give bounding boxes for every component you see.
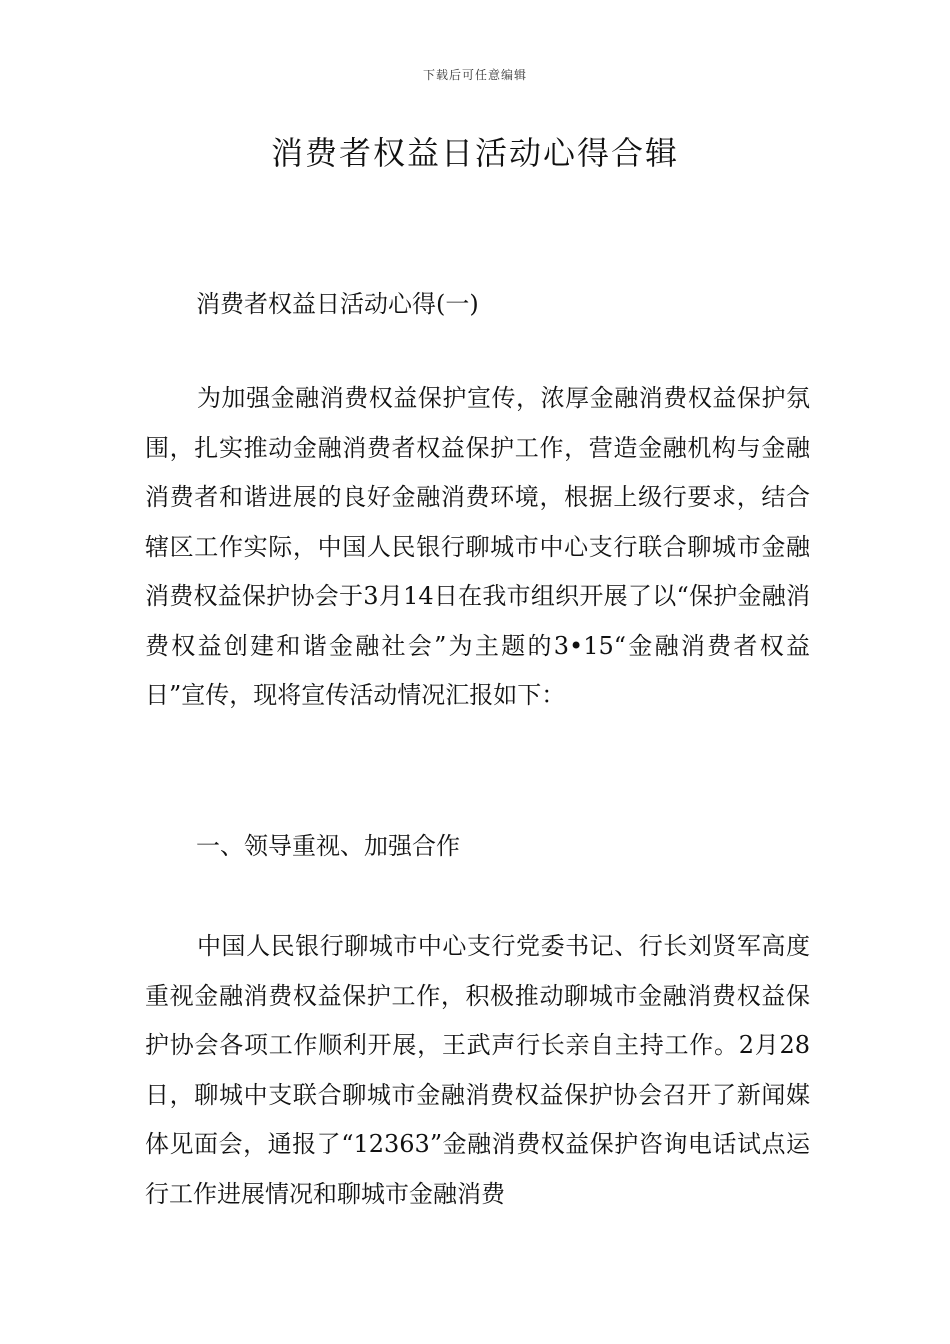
- body-paragraph-2: 中国人民银行聊城市中心支行党委书记、行长刘贤军高度重视金融消费权益保护工作，积极推动聊城市金融消费权益保护协会各项工作顺利开展，王武声行长亲自主持工作。2月28日，聊城中支联合聊城市金融消费权益保护协会召开了新闻媒体见面会，通报了“12363”金融消费权益保护咨询电话试点运行工作进展情况和聊城市金融消费: [145, 932, 810, 1208]
- section-heading-1: 一、领导重视、加强合作: [196, 832, 460, 860]
- header-note: 下载后可任意编辑: [422, 68, 527, 82]
- page-title: 消费者权益日活动心得合辑: [270, 134, 679, 172]
- document-subtitle: 消费者权益日活动心得(一): [196, 290, 479, 318]
- body-paragraph-1: 为加强金融消费权益保护宣传，浓厚金融消费权益保护氛围，扎实推动金融消费者权益保护工作，营造金融机构与金融消费者和谐进展的良好金融消费环境，根据上级行要求，结合辖区工作实际，中国人民银行聊城市中心支行联合聊城市金融消费权益保护协会于3月14日在我市组织开展了以“保护金融消费权益创建和谐金融社会”为主题的3•15“金融消费者权益日”宣传，现将宣传活动情况汇报如下：: [145, 384, 810, 709]
